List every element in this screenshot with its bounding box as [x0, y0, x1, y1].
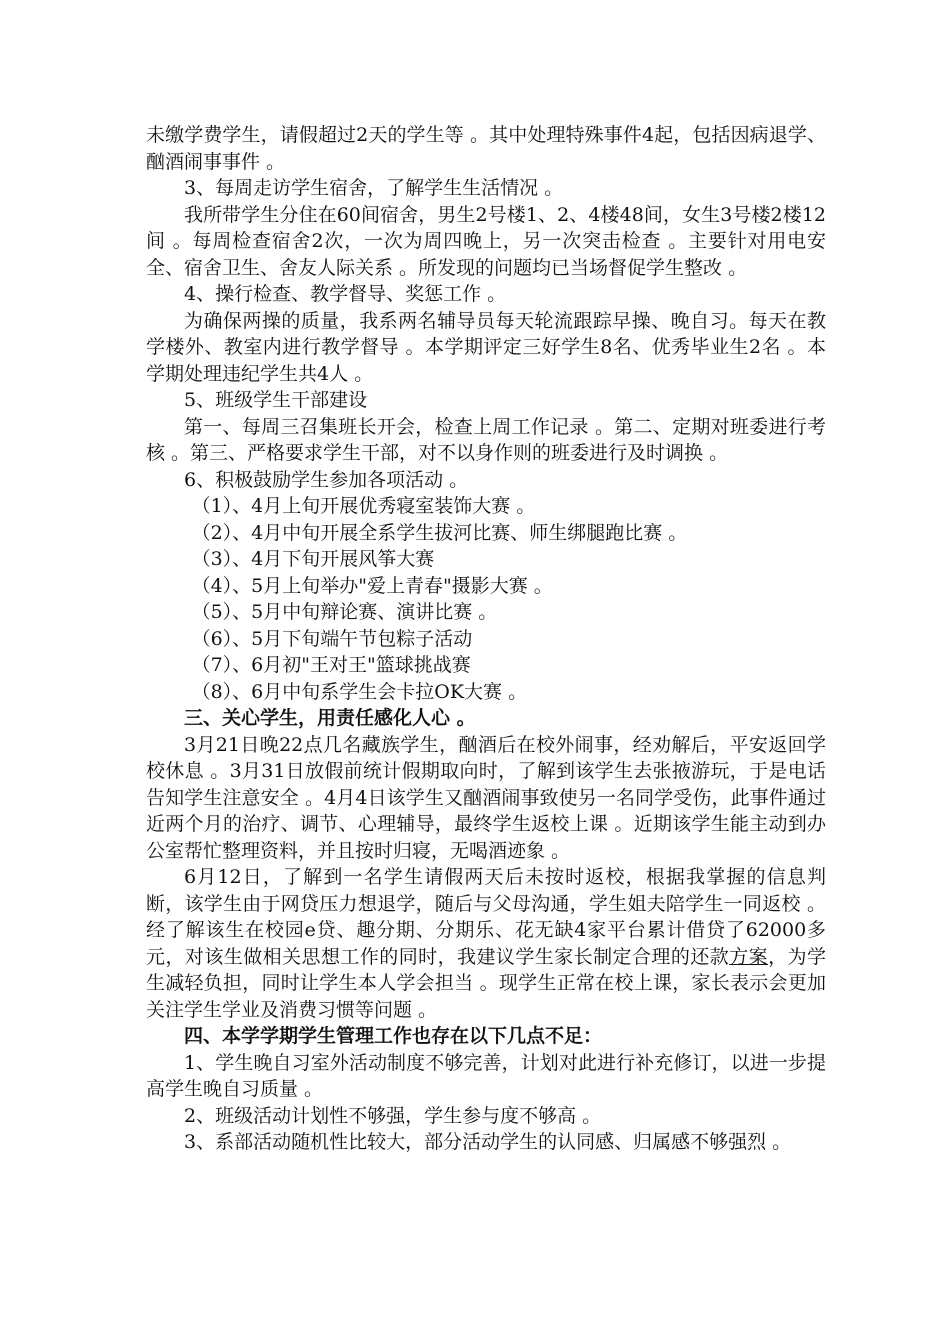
paragraph-text: 6月12日，了解到一名学生请假两天后未按时返校，根据我掌握的信息判断，该学生由于网贷压力想退学，随后与父母沟通，学生姐夫陪学生一同返校 。经了解该生在校园e贷、趣分期、分期乐、花无缺4家平台累计借贷了62000多元，对该生做相关思想工作的同时，我建议学生家长制定合理的还款: [146, 866, 826, 968]
activity-item: （3）、4月下旬开展风筝大赛: [191, 548, 435, 570]
paragraph: 为确保两操的质量，我系两名辅导员每天轮流跟踪早操、晚自习。每天在教学楼外、教室内进行教学督导 。本学期评定三好学生8名、优秀毕业生2名 。本学期处理违纪学生共4人 。: [146, 309, 826, 385]
activity-item: （5）、5月中旬辩论赛、演讲比赛 。: [191, 601, 498, 623]
list-item: 6、积极鼓励学生参加各项活动 。: [184, 468, 469, 491]
activity-item: （7）、6月初"王对王"篮球挑战赛: [191, 654, 471, 676]
activity-item: （1）、4月上旬开展优秀寝室装饰大赛 。: [191, 495, 536, 517]
paragraph: 未缴学费学生，请假超过2天的学生等 。其中处理特殊事件4起，包括因病退学、酗酒闹事事件 。: [146, 124, 826, 173]
activity-item: （4）、5月上旬举办"爱上青春"摄影大赛 。: [191, 574, 553, 597]
paragraph: 我所带学生分住在60间宿舍，男生2号楼1、2、4楼48间，女生3号楼2楼12间 。每周检查宿舍2次，一次为周四晚上，另一次突击检查 。主要针对用电安全、宿舍卫生、舍友人际关系 。所发现的问题均已当场督促学生整改 。: [146, 203, 826, 279]
list-item: 4、操行检查、教学督导、奖惩工作 。: [184, 283, 507, 305]
list-item: 1、学生晚自习室外活动制度不够完善，计划对此进行补充修订，以进一步提高学生晚自习质量 。: [146, 1051, 826, 1100]
paragraph-text: ，为学生减轻负担，同时让学生本人学会担当 。现学生正常在校上课，家长表示会更加关注学生学业及消费习惯等问题 。: [146, 945, 826, 1021]
list-item: 3、系部活动随机性比较大，部分活动学生的认同感、归属感不够强烈 。: [184, 1131, 792, 1153]
paragraph: 第一、每周三召集班长开会，检查上周工作记录 。第二、定期对班委进行考核 。第三、严格要求学生干部，对不以身作则的班委进行及时调换 。: [146, 415, 826, 464]
plan-link[interactable]: 方案: [729, 945, 769, 968]
activity-item: （2）、4月中旬开展全系学生拔河比赛、师生绑腿跑比赛 。: [191, 521, 688, 544]
paragraph: [146, 864, 826, 1023]
list-item: 2、班级活动计划性不够强，学生参与度不够高 。: [184, 1104, 602, 1127]
section-heading: 三、关心学生，用责任感化人心 。: [184, 707, 476, 729]
paragraph: 3月21日晚22点几名藏族学生，酗酒后在校外闹事，经劝解后，平安返回学校休息 。3月31日放假前统计假期取向时，了解到该学生去张掖游玩，于是电话告知学生注意安全 。4月4日该学生又酗酒闹事致使另一名同学受伤，此事件通过近两个月的治疗、调节、心理辅导，最终学生返校上课 。近期该学生能主动到办公室帮忙整理资料，并且按时归寝，无喝酒迹象 。: [146, 733, 826, 862]
section-heading: 四、本学学期学生管理工作也存在以下几点不足：: [184, 1025, 603, 1047]
list-item: 3、每周走访学生宿舍，了解学生生活情况 。: [184, 177, 564, 199]
activity-item: （6）、5月下旬端午节包粽子活动: [191, 627, 473, 650]
activity-item: （8）、6月中旬系学生会卡拉OK大赛 。: [191, 680, 528, 703]
document-body: [146, 122, 826, 1156]
list-item: 5、班级学生干部建设: [184, 389, 368, 411]
